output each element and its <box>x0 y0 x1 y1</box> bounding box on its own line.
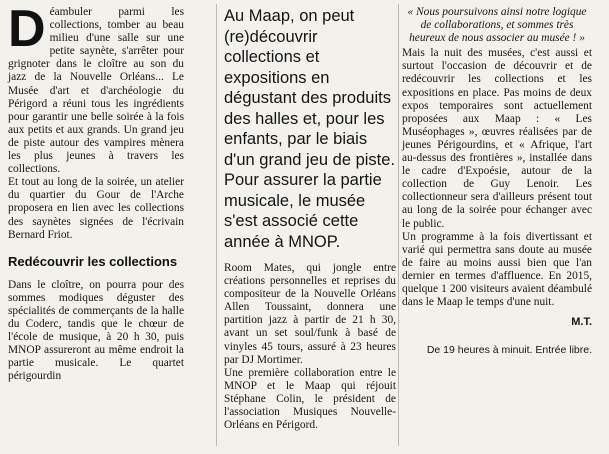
column-divider <box>398 4 399 446</box>
drop-cap: D <box>8 0 46 58</box>
column-2 <box>224 6 396 432</box>
paragraph-cloitre: Dans le cloître, on pourra pour des sommes modiques déguster des spécialités de commerçants de la halle du Coderc, tandis que le chœur de l'école de musique, à 20 h 30, puis MNOP assureront au même endroit la partie musicale. Le quartet périgourdin <box>8 278 184 383</box>
intro-text: éambuler parmi les collections, tomber au beau milieu d'une salle sur une petite saynète, s'arrêter pour grignoter dans le cloître au son du jazz de la Nouvelle Orléans... Le Musée d'art et d'archéologie du Périgord a réuni tous les ingrédients pour garantir une belle soirée à la fois aux petits et aux grands. Un grand jeu de piste autour des vampires mènera les plus jeunes à travers les collections. <box>8 6 184 176</box>
paragraph-room-mates: Room Mates, qui jongle entre créations personnelles et reprises du compositeur de la Nouvelle Orléans Allen Toussaint, donnera une partition jazz à partir de 21 h 30, avant un set soul/funk à basé de vinyles 45 tours, assuré à 23 heures par DJ Mortimer. <box>224 262 396 366</box>
intro-paragraph <box>8 0 184 176</box>
author-signature: M.T. <box>571 316 592 329</box>
subheading: Redécouvrir les collections <box>8 253 178 269</box>
paragraph-nuit-des-musees: Mais la nuit des musées, c'est aussi et surtout l'occasion de découvrir et de redécouvrir les collections et les expositions en place. Pas moins de deux expos temporaires sont actuellement proposées aux Maap : « Les Muséophages », œuvres réalisées par de jeunes Périgourdins, et « Afrique, l'art au-dessus des frontières », installée dans le cadre d'Expoésie, autour de la collection de Guy Lenoir. Les collectionneur sera d'ailleurs présent tout au long de la soirée pour échanger avec le public. <box>402 47 592 230</box>
practical-info: De 19 heures à minuit. Entrée libre. <box>426 344 592 357</box>
quote: « Nous poursuivons ainsi notre logique de collaborations, et sommes très heureux de nous associer au musée ! » <box>407 6 587 45</box>
column-1 <box>8 0 184 383</box>
column-3 <box>402 6 592 356</box>
lead-text: Au Maap, on peut (re)découvrir collections et expositions en dégustant des produits des halles et, pour les enfants, par le biais d'un grand jeu de piste. Pour assurer la partie musicale, le musée s'est associé cette année à MNOP. <box>224 7 396 251</box>
paragraph-atelier: Et tout au long de la soirée, un atelier du quartier du Gour de l'Arche proposera en lien avec les collections des saynètes signées de l'écrivain Bernard Friot. <box>8 176 184 241</box>
paragraph-programme: Un programme à la fois divertissant et varié qui permettra sans doute au musée de faire au moins aussi bien que l'an dernier en termes d'affluence. En 2015, quelque 1 200 visiteurs avaient déambulé dans le Maap le temps d'une nuit. <box>402 230 592 309</box>
column-divider <box>216 4 217 446</box>
paragraph-collaboration: Une première collaboration entre le MNOP et le Maap qui réjouit Stéphane Colin, le président de l'association Musiques Nouvelle-Orléans en Périgord. <box>224 366 396 432</box>
